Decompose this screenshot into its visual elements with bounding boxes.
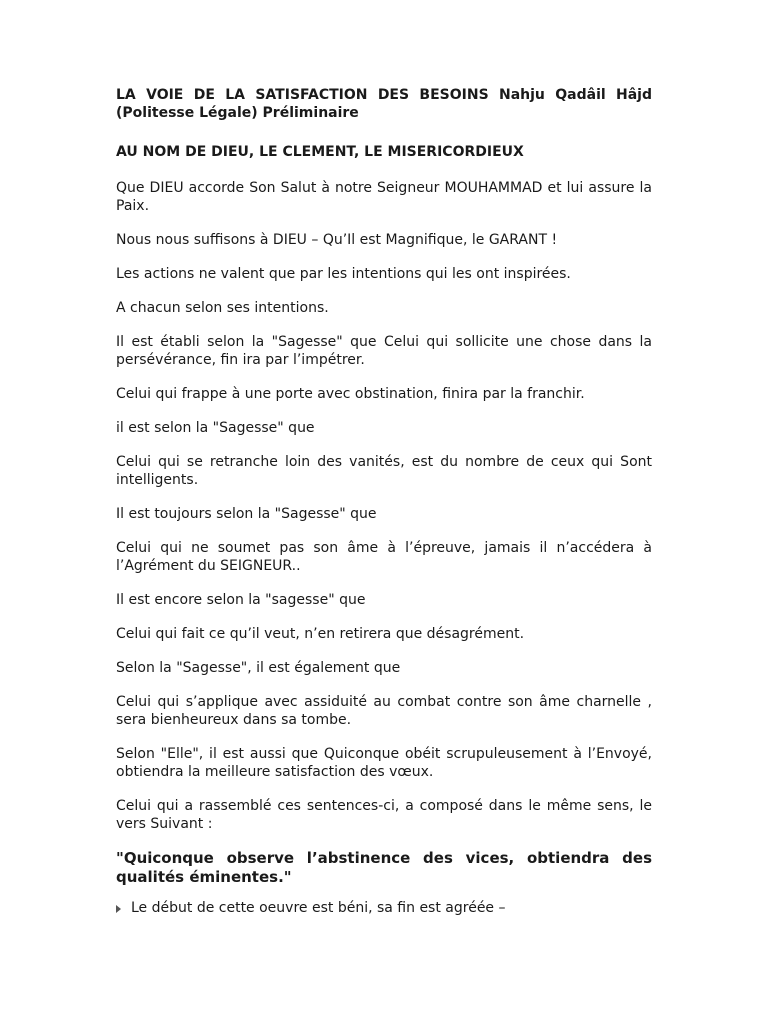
paragraph: Il est établi selon la "Sagesse" que Celui qui sollicite une chose dans la persévérance, fin ira par l’impétrer. [116,334,652,368]
paragraph: Celui qui se retranche loin des vanités, est du nombre de ceux qui Sont intelligents. [116,454,652,488]
bullet-list-item [116,899,652,917]
paragraph: Les actions ne valent que par les intentions qui les ont inspirées. [116,266,571,282]
paragraph: il est selon la "Sagesse" que [116,420,315,436]
document-title: LA VOIE DE LA SATISFACTION DES BESOINS Nahju Qadâil Hâjd (Politesse Légale) Préliminaire [116,87,652,121]
paragraph: Celui qui ne soumet pas son âme à l’épreuve, jamais il n’accédera à l’Agrément du SEIGNEUR.. [116,540,652,574]
paragraph: Nous nous suffisons à DIEU – Qu’Il est Magnifique, le GARANT ! [116,232,558,248]
triangle-bullet-icon [116,905,121,913]
verse-quote: "Quiconque observe l’abstinence des vices, obtiendra des qualités éminentes." [116,849,652,886]
paragraph: Celui qui a rassemblé ces sentences-ci, a composé dans le même sens, le vers Suivant : [116,798,652,832]
paragraph: Celui qui s’applique avec assiduité au combat contre son âme charnelle , sera bienheureux dans sa tombe. [116,694,652,728]
paragraph: Celui qui fait ce qu’il veut, n’en retirera que désagrément. [116,626,525,642]
bullet-text: Le début de cette oeuvre est béni, sa fin est agréée – [131,900,506,916]
paragraph: Que DIEU accorde Son Salut à notre Seigneur MOUHAMMAD et lui assure la Paix. [116,180,652,214]
invocation-heading: AU NOM DE DIEU, LE CLEMENT, LE MISERICORDIEUX [116,144,524,160]
paragraph: Selon "Elle", il est aussi que Quiconque obéit scrupuleusement à l’Envoyé, obtiendra la meilleure satisfaction des vœux. [116,746,652,780]
paragraph: A chacun selon ses intentions. [116,300,329,316]
paragraph: Celui qui frappe à une porte avec obstination, finira par la franchir. [116,386,585,402]
paragraph: Il est encore selon la "sagesse" que [116,592,366,608]
paragraph: Il est toujours selon la "Sagesse" que [116,506,377,522]
paragraph: Selon la "Sagesse", il est également que [116,660,401,676]
